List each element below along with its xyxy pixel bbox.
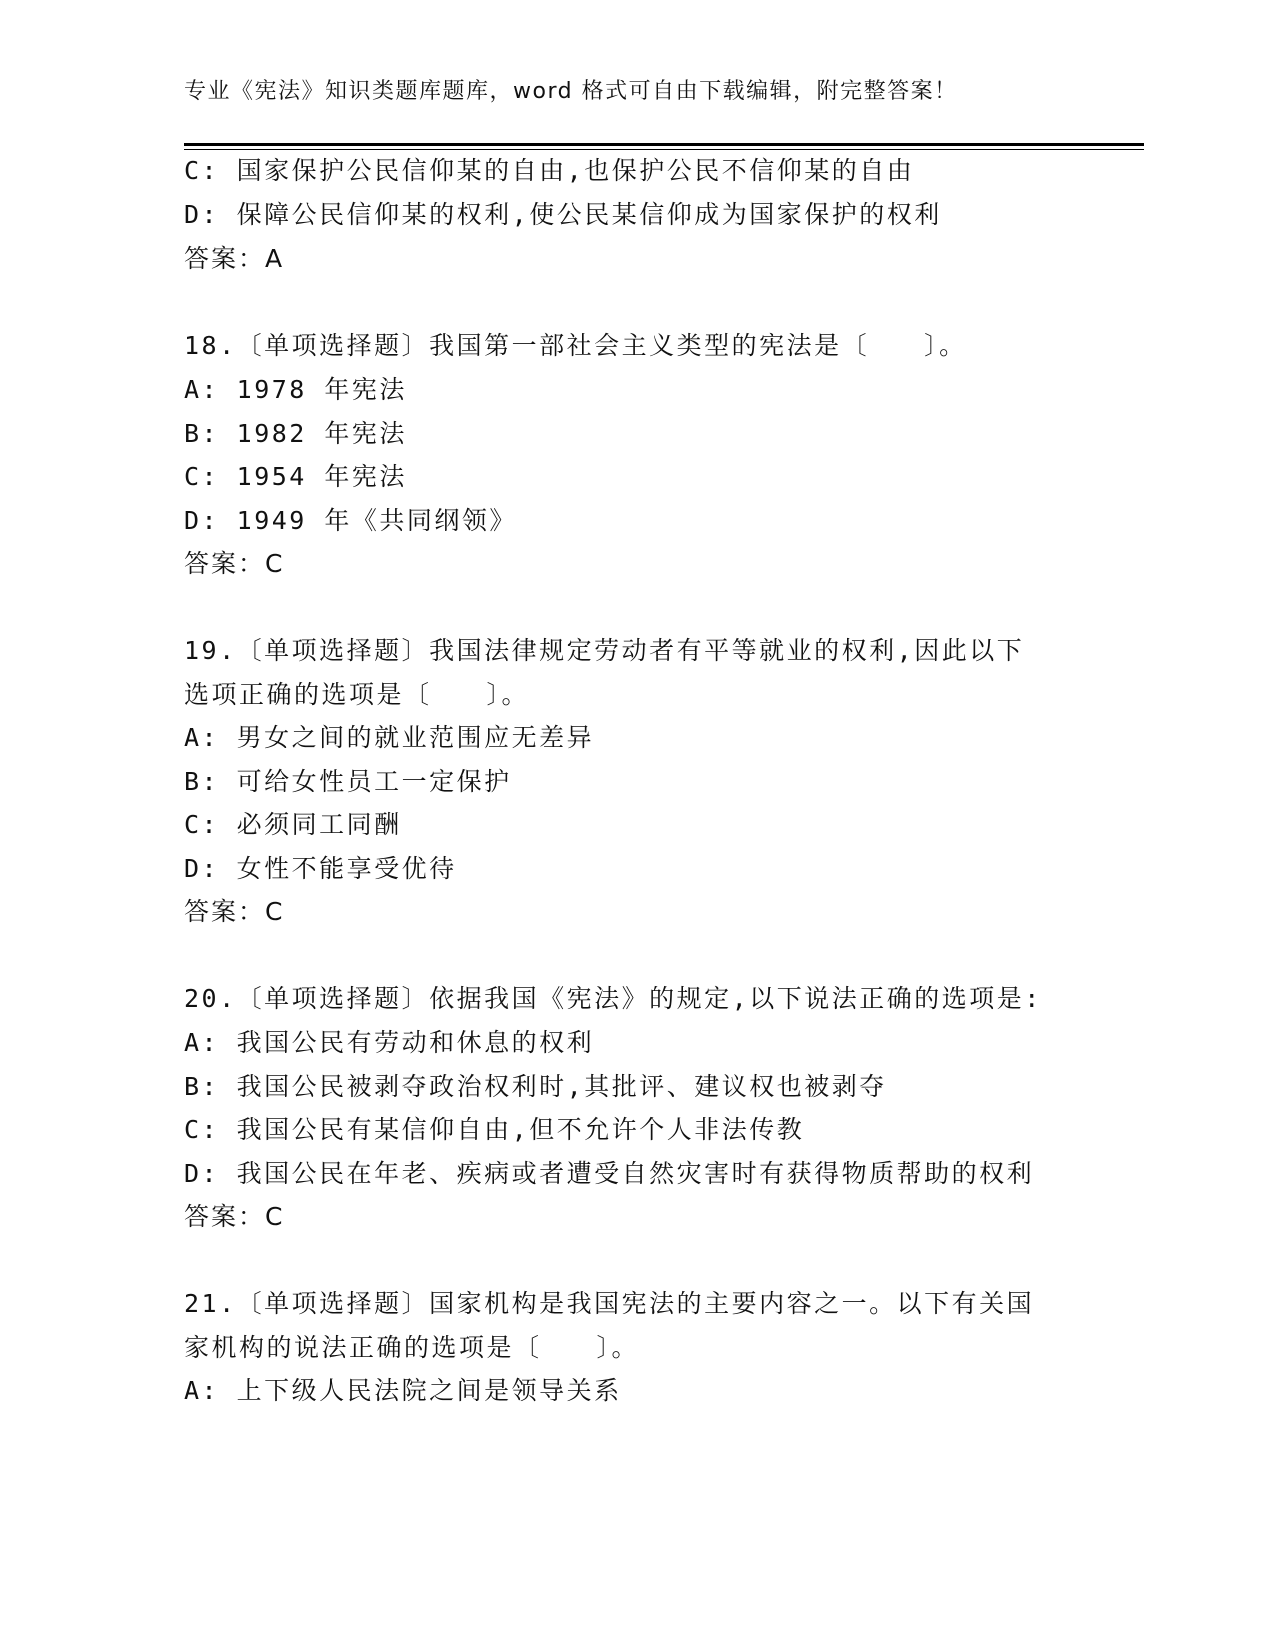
answer: 答案：C [184, 549, 285, 578]
option-b: B: 1982 年宪法 [184, 419, 407, 448]
question-stem-continued: 家机构的说法正确的选项是〔 〕。 [184, 1333, 640, 1362]
option-c: C: 1954 年宪法 [184, 462, 407, 491]
option-b: B: 我国公民被剥夺政治权利时,其批评、建议权也被剥夺 [184, 1072, 887, 1101]
page-header: 专业《宪法》知识类题库题库，word 格式可自由下载编辑，附完整答案！ [184, 79, 958, 104]
question-stem: 20.〔单项选择题〕依据我国《宪法》的规定,以下说法正确的选项是: [184, 984, 1042, 1013]
option-d: D: 1949 年《共同纲领》 [184, 506, 517, 535]
header-rule-thick [184, 143, 1144, 146]
option-b: B: 可给女性员工一定保护 [184, 767, 512, 796]
option-c: C: 国家保护公民信仰某的自由,也保护公民不信仰某的自由 [184, 156, 915, 185]
option-a: A: 上下级人民法院之间是领导关系 [184, 1376, 622, 1405]
question-stem: 19.〔单项选择题〕我国法律规定劳动者有平等就业的权利,因此以下 [184, 636, 1025, 665]
question-stem: 21.〔单项选择题〕国家机构是我国宪法的主要内容之一。以下有关国 [184, 1289, 1035, 1318]
option-a: A: 我国公民有劳动和休息的权利 [184, 1028, 595, 1057]
answer: 答案：C [184, 897, 285, 926]
question-stem: 18.〔单项选择题〕我国第一部社会主义类型的宪法是〔 〕。 [184, 331, 967, 360]
answer: 答案：C [184, 1202, 285, 1231]
option-d: D: 保障公民信仰某的权利,使公民某信仰成为国家保护的权利 [184, 200, 942, 229]
option-a: A: 1978 年宪法 [184, 375, 407, 404]
option-c: C: 我国公民有某信仰自由,但不允许个人非法传教 [184, 1115, 805, 1144]
option-a: A: 男女之间的就业范围应无差异 [184, 723, 595, 752]
answer: 答案：A [184, 244, 285, 273]
option-d: D: 女性不能享受优待 [184, 854, 457, 883]
option-d: D: 我国公民在年老、疾病或者遭受自然灾害时有获得物质帮助的权利 [184, 1159, 1035, 1188]
option-c: C: 必须同工同酬 [184, 810, 402, 839]
question-stem-continued: 选项正确的选项是〔 〕。 [184, 680, 530, 709]
header-rule-thin [184, 149, 1144, 150]
